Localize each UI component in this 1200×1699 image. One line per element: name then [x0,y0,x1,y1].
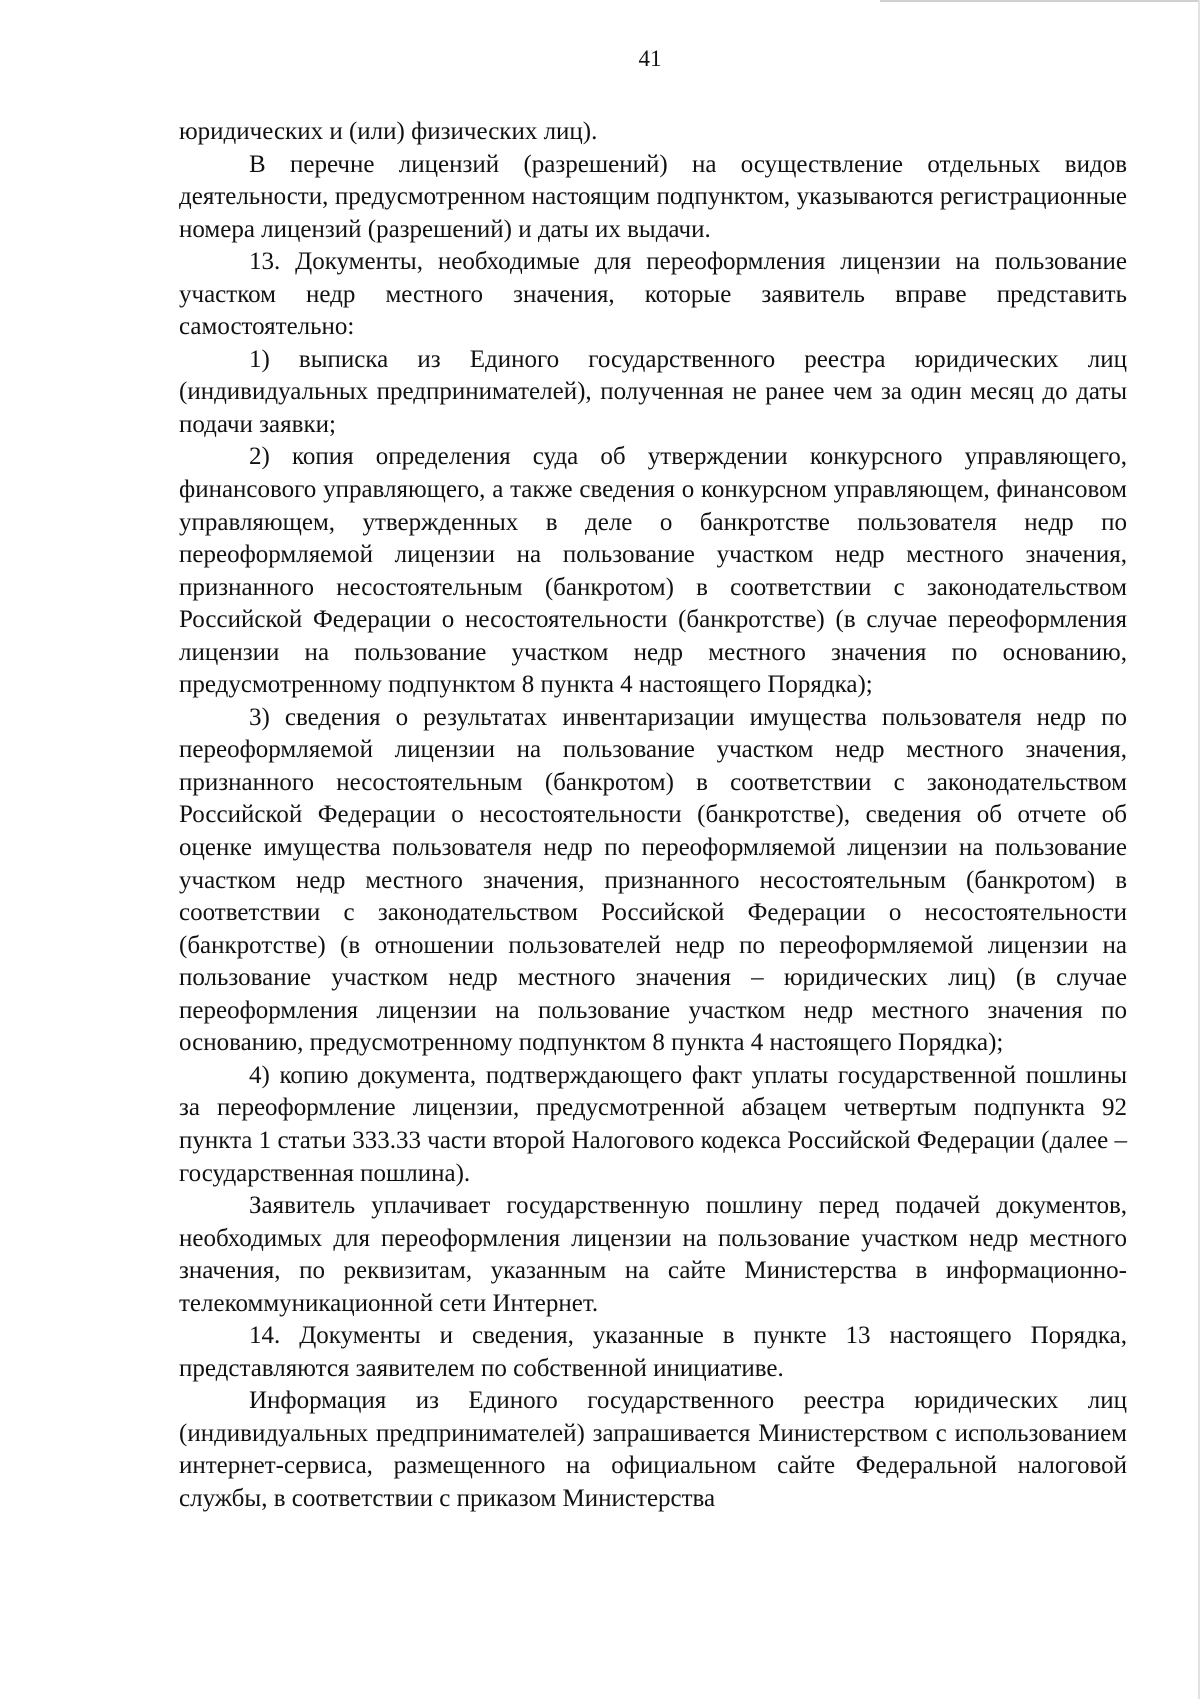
list-item-2: 2) копия определения суда об утверждении конкурсного управляющего, финансового управляющего, а также сведения о конкурсном управляющем, финансовом управляющем, утвержденных в деле о банкротстве пользователя недр по переоформляемой лицензии на пользование участком недр местного значения, признанного несостоятельным (банкротом) в соответствии с законодательством Российской Федерации о несостоятельности (банкротстве) (в случае переоформления лицензии на пользование участком недр местного значения по основанию, предусмотренному подпунктом 8 пункта 4 настоящего Порядка); [179,443,1127,699]
paragraph-continuation: юридических и (или) физических лиц). [179,118,598,145]
paragraph-fee-payment: Заявитель уплачивает государственную пошлину перед подачей документов, необходимых для переоформления лицензии на пользование участком недр местного значения, по реквизитам, указанным на сайте Министерства в информационно-телекоммуникационной сети Интернет. [179,1192,1127,1317]
document-body [179,116,1127,1516]
paragraph-item-13: 13. Документы, необходимые для переоформления лицензии на пользование участком недр местного значения, которые заявитель вправе представить самостоятельно: [179,248,1127,341]
paragraph-registry-info: Информация из Единого государственного реестра юридических лиц (индивидуальных предпринимателей) запрашивается Министерством с использованием интернет-сервиса, размещенного на официальном сайте Федеральной налоговой службы, в соответствии с приказом Министерства [179,1387,1127,1512]
scan-edge-top [880,0,1200,2]
paragraph-item-14: 14. Документы и сведения, указанные в пункте 13 настоящего Порядка, представляются заявителем по собственной инициативе. [179,1322,1127,1382]
list-item-1: 1) выписка из Единого государственного реестра юридических лиц (индивидуальных предпринимателей), полученная не ранее чем за один месяц до даты подачи заявки; [179,345,1127,438]
page-number: 41 [638,46,662,71]
list-item-4: 4) копию документа, подтверждающего факт уплаты государственной пошлины за переоформление лицензии, предусмотренной абзацем четвертым подпункта 92 пункта 1 статьи 333.33 части второй Налогового кодекса Российской Федерации (далее – государственная пошлина). [179,1061,1127,1187]
paragraph-license-list: В перечне лицензий (разрешений) на осуществление отдельных видов деятельности, предусмотренном настоящим подпунктом, указываются регистрационные номера лицензий (разрешений) и даты их выдачи. [179,150,1127,243]
list-item-3: 3) сведения о результатах инвентаризации имущества пользователя недр по переоформляемой лицензии на пользование участком недр местного значения, признанного несостоятельным (банкротом) в соответствии с законодательством Российской Федерации о несостоятельности (банкротстве), сведения об отчете об оценке имущества пользователя недр по переоформляемой лицензии на пользование участком недр местного значения, признанного несостоятельным (банкротом) в соответствии с законодательством Российской Федерации о несостоятельности (банкротстве) (в отношении пользователей недр по переоформляемой лицензии на пользование участком недр местного значения – юридических лиц) (в случае переоформления лицензии на пользование участком недр местного значения по основанию, предусмотренному подпунктом 8 пункта 4 настоящего Порядка); [179,703,1127,1057]
